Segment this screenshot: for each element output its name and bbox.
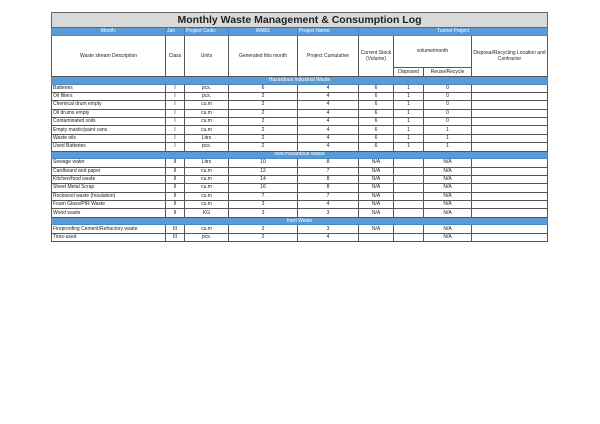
units-cell[interactable]: cu.m xyxy=(185,184,229,192)
units-cell[interactable]: cu.m xyxy=(185,192,229,200)
disposed-cell[interactable] xyxy=(394,201,424,209)
description-cell[interactable]: Used Batteries xyxy=(52,143,166,151)
disposed-cell[interactable] xyxy=(394,233,424,241)
location-cell[interactable] xyxy=(472,143,548,151)
generated-cell[interactable]: 2 xyxy=(229,134,298,142)
stock-cell[interactable]: N/A xyxy=(359,225,394,233)
disposed-cell[interactable]: 1 xyxy=(394,109,424,117)
location-cell[interactable] xyxy=(472,118,548,126)
stock-cell[interactable]: N/A xyxy=(359,184,394,192)
table-row xyxy=(52,209,548,217)
class-cell[interactable]: III xyxy=(166,233,185,241)
month-value[interactable]: Jan xyxy=(166,28,185,36)
stock-cell[interactable]: 6 xyxy=(359,126,394,134)
cumulative-cell[interactable]: 8 xyxy=(298,175,359,183)
disposed-cell[interactable] xyxy=(394,159,424,167)
col-class: Class xyxy=(166,36,185,77)
table-row xyxy=(52,167,548,175)
col-cumulative: Project Cumulative xyxy=(298,36,359,77)
location-cell[interactable] xyxy=(472,92,548,100)
reuse-cell[interactable]: N/A xyxy=(424,175,472,183)
table-row xyxy=(52,92,548,100)
reuse-cell[interactable]: N/A xyxy=(424,233,472,241)
cumulative-cell[interactable]: 4 xyxy=(298,201,359,209)
generated-cell[interactable]: 2 xyxy=(229,118,298,126)
table-row xyxy=(52,101,548,109)
stock-cell[interactable]: N/A xyxy=(359,159,394,167)
generated-cell[interactable]: 12 xyxy=(229,167,298,175)
waste-log-table xyxy=(51,12,548,242)
description-cell[interactable]: Tires-used xyxy=(52,233,166,241)
table-row xyxy=(52,134,548,142)
disposed-cell[interactable]: 1 xyxy=(394,92,424,100)
col-volume-month: volume/month xyxy=(394,36,472,68)
units-cell[interactable]: cu.m xyxy=(185,118,229,126)
units-cell[interactable]: cu.m xyxy=(185,201,229,209)
units-cell[interactable]: cu.m xyxy=(185,175,229,183)
description-cell[interactable]: Sewage water xyxy=(52,159,166,167)
generated-cell[interactable]: 3 xyxy=(229,209,298,217)
class-cell[interactable]: III xyxy=(166,225,185,233)
units-cell[interactable]: Litrs xyxy=(185,159,229,167)
description-cell[interactable]: Rockwool waste (Insulation) xyxy=(52,192,166,200)
generated-cell[interactable]: 2 xyxy=(229,225,298,233)
table-row xyxy=(52,225,548,233)
units-cell[interactable]: pcs. xyxy=(185,84,229,92)
cumulative-cell[interactable]: 4 xyxy=(298,118,359,126)
project-name-label: Project Name: xyxy=(298,28,359,36)
disposed-cell[interactable]: 1 xyxy=(394,101,424,109)
location-cell[interactable] xyxy=(472,201,548,209)
section-title: Inert Waste xyxy=(52,217,548,225)
stock-cell[interactable]: 6 xyxy=(359,92,394,100)
reuse-cell[interactable]: N/A xyxy=(424,209,472,217)
stock-cell[interactable]: 6 xyxy=(359,101,394,109)
reuse-cell[interactable]: N/A xyxy=(424,201,472,209)
description-cell[interactable]: Kitchen/food waste xyxy=(52,175,166,183)
units-cell[interactable]: cu.m xyxy=(185,167,229,175)
location-cell[interactable] xyxy=(472,184,548,192)
cumulative-cell[interactable]: 4 xyxy=(298,143,359,151)
table-row xyxy=(52,192,548,200)
reuse-cell[interactable]: 0 xyxy=(424,101,472,109)
project-code-value[interactable]: WM01 xyxy=(229,28,298,36)
units-cell[interactable]: cu.m xyxy=(185,225,229,233)
disposed-cell[interactable]: 1 xyxy=(394,84,424,92)
reuse-cell[interactable]: 0 xyxy=(424,109,472,117)
table-row xyxy=(52,143,548,151)
waste-log-sheet xyxy=(51,12,547,242)
stock-cell[interactable]: N/A xyxy=(359,167,394,175)
reuse-cell[interactable]: N/A xyxy=(424,159,472,167)
cumulative-cell[interactable]: 3 xyxy=(298,209,359,217)
description-cell[interactable]: Contaminated soils xyxy=(52,118,166,126)
location-cell[interactable] xyxy=(472,175,548,183)
cumulative-cell[interactable]: 4 xyxy=(298,134,359,142)
reuse-cell[interactable]: N/A xyxy=(424,184,472,192)
location-cell[interactable] xyxy=(472,233,548,241)
stock-cell[interactable]: 6 xyxy=(359,109,394,117)
section-header xyxy=(52,77,548,85)
class-cell[interactable]: I xyxy=(166,118,185,126)
disposed-cell[interactable] xyxy=(394,192,424,200)
reuse-cell[interactable]: 1 xyxy=(424,134,472,142)
title-row xyxy=(52,13,548,28)
col-generated: Generated this month xyxy=(229,36,298,77)
section-header xyxy=(52,217,548,225)
class-cell[interactable]: I xyxy=(166,134,185,142)
stock-cell[interactable]: 6 xyxy=(359,143,394,151)
location-cell[interactable] xyxy=(472,192,548,200)
cumulative-cell[interactable]: 4 xyxy=(298,109,359,117)
cumulative-cell[interactable]: 4 xyxy=(298,126,359,134)
description-cell[interactable]: Oil drums empty xyxy=(52,109,166,117)
location-cell[interactable] xyxy=(472,109,548,117)
reuse-cell[interactable]: 0 xyxy=(424,118,472,126)
location-cell[interactable] xyxy=(472,159,548,167)
generated-cell[interactable]: 2 xyxy=(229,92,298,100)
generated-cell[interactable]: 2 xyxy=(229,109,298,117)
generated-cell[interactable]: 2 xyxy=(229,143,298,151)
description-cell[interactable]: Empty mastic/paint cans xyxy=(52,126,166,134)
units-cell[interactable]: cu.m xyxy=(185,109,229,117)
table-row xyxy=(52,184,548,192)
description-cell[interactable]: Chemical drum empty xyxy=(52,101,166,109)
generated-cell[interactable]: 14 xyxy=(229,175,298,183)
class-cell[interactable]: II xyxy=(166,192,185,200)
units-cell[interactable]: Litrs xyxy=(185,134,229,142)
generated-cell[interactable]: 2 xyxy=(229,233,298,241)
class-cell[interactable]: II xyxy=(166,184,185,192)
class-cell[interactable]: I xyxy=(166,143,185,151)
cumulative-cell[interactable]: 7 xyxy=(298,167,359,175)
stock-cell[interactable] xyxy=(359,233,394,241)
location-cell[interactable] xyxy=(472,101,548,109)
location-cell[interactable] xyxy=(472,167,548,175)
class-cell[interactable]: II xyxy=(166,201,185,209)
class-cell[interactable]: I xyxy=(166,109,185,117)
cumulative-cell[interactable]: 8 xyxy=(298,184,359,192)
location-cell[interactable] xyxy=(472,126,548,134)
project-code-label: Project Code: xyxy=(185,28,229,36)
description-cell[interactable]: Sheet Metal Scrap xyxy=(52,184,166,192)
units-cell[interactable]: KG xyxy=(185,209,229,217)
generated-cell[interactable]: 16 xyxy=(229,184,298,192)
cumulative-cell[interactable]: 8 xyxy=(298,159,359,167)
stock-cell[interactable]: N/A xyxy=(359,192,394,200)
reuse-cell[interactable]: 1 xyxy=(424,126,472,134)
info-bar xyxy=(52,28,548,36)
units-cell[interactable]: cu.m xyxy=(185,126,229,134)
class-cell[interactable]: II xyxy=(166,175,185,183)
column-header-row-1 xyxy=(52,36,548,68)
class-cell[interactable]: II xyxy=(166,167,185,175)
disposed-cell[interactable]: 1 xyxy=(394,118,424,126)
description-cell[interactable]: Wood waste xyxy=(52,209,166,217)
table-row xyxy=(52,126,548,134)
stock-cell[interactable]: N/A xyxy=(359,175,394,183)
description-cell[interactable]: Foam Glass/PIR Waste xyxy=(52,201,166,209)
cumulative-cell[interactable]: 4 xyxy=(298,84,359,92)
sheet-title: Monthly Waste Management & Consumption Log xyxy=(52,13,548,28)
table-row xyxy=(52,84,548,92)
disposed-cell[interactable]: 1 xyxy=(394,126,424,134)
class-cell[interactable]: I xyxy=(166,126,185,134)
section-title: Non-Hazardous Waste xyxy=(52,151,548,159)
disposed-cell[interactable] xyxy=(394,184,424,192)
class-cell[interactable]: I xyxy=(166,92,185,100)
table-row xyxy=(52,109,548,117)
col-units: Units xyxy=(185,36,229,77)
reuse-cell[interactable]: N/A xyxy=(424,167,472,175)
table-row xyxy=(52,233,548,241)
cumulative-cell[interactable]: 4 xyxy=(298,233,359,241)
units-cell[interactable]: pcs. xyxy=(185,143,229,151)
description-cell[interactable]: Batteries xyxy=(52,84,166,92)
location-cell[interactable] xyxy=(472,225,548,233)
units-cell[interactable]: pcs. xyxy=(185,233,229,241)
col-reuse-recycle: Reuse/Recycle xyxy=(424,68,472,77)
disposed-cell[interactable] xyxy=(394,175,424,183)
col-disposed: Disposed xyxy=(394,68,424,77)
generated-cell[interactable]: 3 xyxy=(229,201,298,209)
cumulative-cell[interactable]: 4 xyxy=(298,92,359,100)
disposed-cell[interactable] xyxy=(394,167,424,175)
class-cell[interactable]: I xyxy=(166,84,185,92)
generated-cell[interactable]: 10 xyxy=(229,159,298,167)
class-cell[interactable]: II xyxy=(166,209,185,217)
generated-cell[interactable]: 7 xyxy=(229,192,298,200)
location-cell[interactable] xyxy=(472,209,548,217)
reuse-cell[interactable]: 1 xyxy=(424,143,472,151)
reuse-cell[interactable]: 0 xyxy=(424,92,472,100)
stock-cell[interactable]: 6 xyxy=(359,118,394,126)
description-cell[interactable]: Oil filters xyxy=(52,92,166,100)
stock-cell[interactable]: 6 xyxy=(359,134,394,142)
table-row xyxy=(52,201,548,209)
location-cell[interactable] xyxy=(472,84,548,92)
table-row xyxy=(52,175,548,183)
disposed-cell[interactable] xyxy=(394,225,424,233)
units-cell[interactable]: pcs. xyxy=(185,92,229,100)
col-disposal-location: Disposal/Recycling Location and Contractor xyxy=(472,36,548,77)
reuse-cell[interactable]: 0 xyxy=(424,84,472,92)
generated-cell[interactable]: 2 xyxy=(229,101,298,109)
project-name-value[interactable]: Tunnel Project xyxy=(359,28,548,36)
units-cell[interactable]: cu.m xyxy=(185,101,229,109)
reuse-cell[interactable]: N/A xyxy=(424,225,472,233)
location-cell[interactable] xyxy=(472,134,548,142)
disposed-cell[interactable] xyxy=(394,209,424,217)
generated-cell[interactable]: 2 xyxy=(229,126,298,134)
section-header xyxy=(52,151,548,159)
stock-cell[interactable]: N/A xyxy=(359,209,394,217)
cumulative-cell[interactable]: 7 xyxy=(298,192,359,200)
cumulative-cell[interactable]: 4 xyxy=(298,101,359,109)
table-row xyxy=(52,118,548,126)
description-cell[interactable]: Cardboard and paper xyxy=(52,167,166,175)
cumulative-cell[interactable]: 3 xyxy=(298,225,359,233)
stock-cell[interactable]: N/A xyxy=(359,201,394,209)
month-label: Month: xyxy=(52,28,166,36)
disposed-cell[interactable]: 1 xyxy=(394,134,424,142)
table-row xyxy=(52,159,548,167)
description-cell[interactable]: Fireproofing Cement/Refractory waste xyxy=(52,225,166,233)
section-title: Hazardous Industrial Waste xyxy=(52,77,548,85)
generated-cell[interactable]: 6 xyxy=(229,84,298,92)
class-cell[interactable]: I xyxy=(166,101,185,109)
col-description: Waste stream Description xyxy=(52,36,166,77)
description-cell[interactable]: Waste oils xyxy=(52,134,166,142)
disposed-cell[interactable]: 1 xyxy=(394,143,424,151)
col-current-stock: Current Stock (Volume) xyxy=(359,36,394,77)
stock-cell[interactable]: 6 xyxy=(359,84,394,92)
reuse-cell[interactable]: N/A xyxy=(424,192,472,200)
class-cell[interactable]: II xyxy=(166,159,185,167)
